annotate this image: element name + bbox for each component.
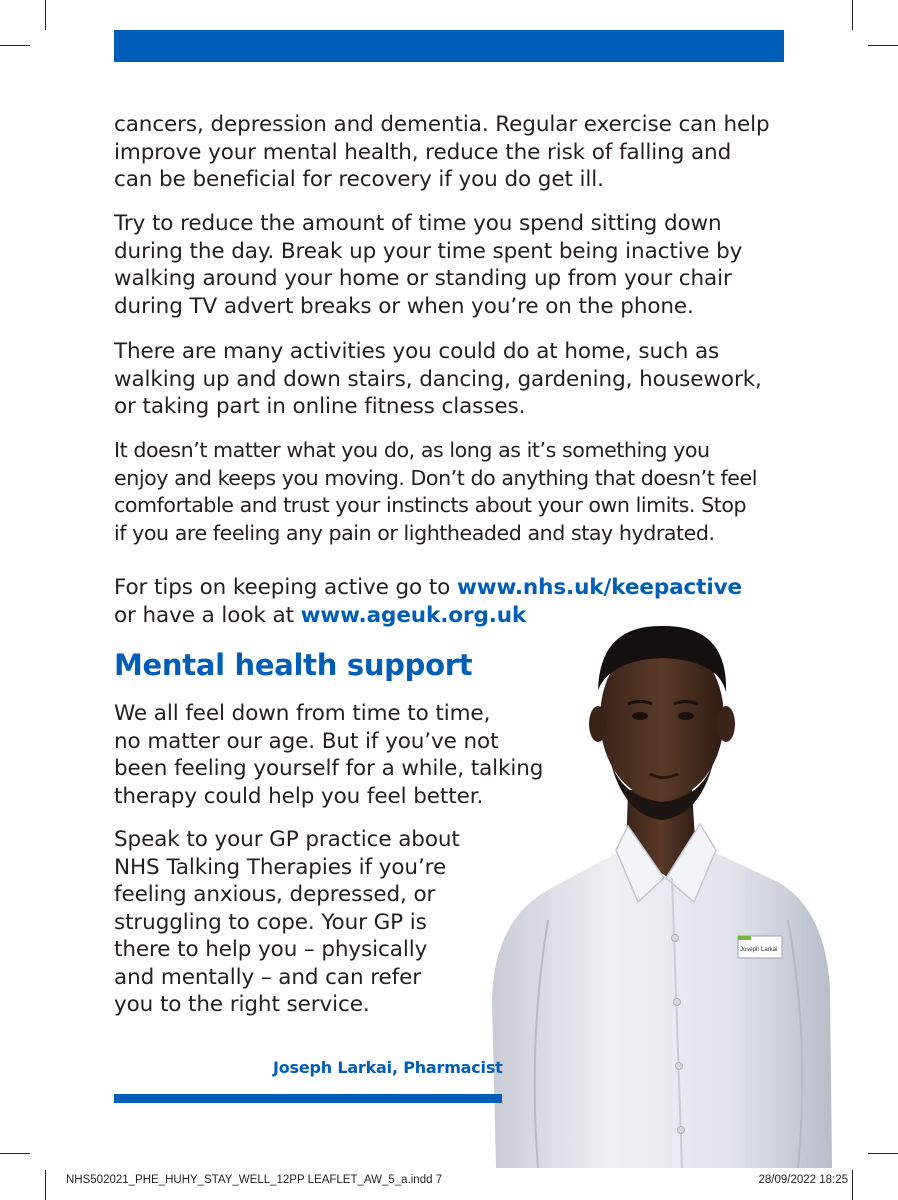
text-line: or taking part in online fitness classes.	[114, 394, 526, 419]
text-line: can be beneficial for recovery if you do get ill.	[114, 167, 604, 192]
crop-mark	[45, 0, 46, 30]
crop-mark	[868, 45, 898, 46]
text-line: There are many activities you could do at home, such as	[114, 339, 720, 364]
text-line: walking around your home or standing up from your chair	[114, 266, 732, 291]
paragraph-keep-moving	[114, 437, 757, 547]
crop-mark	[852, 1170, 853, 1200]
text-line: there to help you – physically	[114, 937, 428, 962]
text-line: comfortable and trust your instincts about your own limits. Stop	[114, 493, 747, 517]
print-slug-date: 28/09/2022 18:25	[758, 1174, 848, 1186]
pharmacist-photo	[488, 620, 838, 1168]
paragraph-reduce-sitting	[114, 210, 742, 320]
mental-health-heading: Mental health support	[114, 648, 473, 682]
text-line: during TV advert breaks or when you’re on the phone.	[114, 293, 694, 319]
text-line: feeling anxious, depressed, or	[114, 882, 436, 907]
paragraph-exercise-benefits	[114, 111, 770, 194]
badge-text: Joseph Larkai	[740, 947, 778, 953]
tips-text: For tips on keeping active go to	[114, 575, 457, 600]
text-line: during the day. Break up your time spent being inactive by	[114, 238, 743, 264]
text-line: Speak to your GP practice about	[114, 827, 460, 852]
text-line: you to the right service.	[114, 992, 370, 1017]
text-line: enjoy and keeps you moving. Don’t do anything that doesn’t feel	[114, 465, 758, 490]
text-line: if you are feeling any pain or lightheaded and stay hydrated.	[114, 520, 715, 545]
photo-caption: Joseph Larkai, Pharmacist	[273, 1058, 503, 1077]
crop-mark	[868, 1153, 898, 1154]
text-line: improve your mental health, reduce the risk of falling and	[114, 139, 732, 165]
text-line: NHS Talking Therapies if you’re	[114, 854, 447, 880]
paragraph-home-activities	[114, 338, 762, 421]
text-line: therapy could help you feel better.	[114, 783, 484, 809]
crop-mark	[0, 45, 30, 46]
text-line	[114, 574, 742, 602]
header-bar	[114, 30, 784, 62]
text-line: cancers, depression and dementia. Regular exercise can help	[114, 112, 770, 137]
nhs-keepactive-link[interactable]: www.nhs.uk/keepactive	[456, 575, 743, 600]
text-line: no matter our age. But if you’ve not	[114, 728, 499, 754]
text-line: We all feel down from time to time,	[114, 701, 491, 726]
text-line: walking up and down stairs, dancing, gardening, housework,	[114, 366, 762, 392]
crop-mark	[0, 1153, 30, 1154]
crop-mark	[45, 1170, 46, 1200]
ageuk-link[interactable]: www.ageuk.org.uk	[300, 602, 527, 628]
footer-bar	[114, 1094, 502, 1103]
text-line: It doesn’t matter what you do, as long as it’s something you	[114, 438, 710, 462]
print-slug-filename: NHS502021_PHE_HUHY_STAY_WELL_12PP LEAFLET_AW_5_a.indd 7	[66, 1174, 443, 1186]
paragraph-talking-therapies	[114, 826, 460, 1019]
text-line: been feeling yourself for a while, talking	[114, 756, 544, 781]
text-line: and mentally – and can refer	[114, 964, 421, 990]
crop-mark	[852, 0, 853, 30]
text-line: Try to reduce the amount of time you spend sitting down	[114, 211, 722, 236]
paragraph-feeling-down	[114, 700, 543, 810]
tips-text: or have a look at	[114, 602, 301, 628]
text-line: struggling to cope. Your GP is	[114, 909, 427, 935]
